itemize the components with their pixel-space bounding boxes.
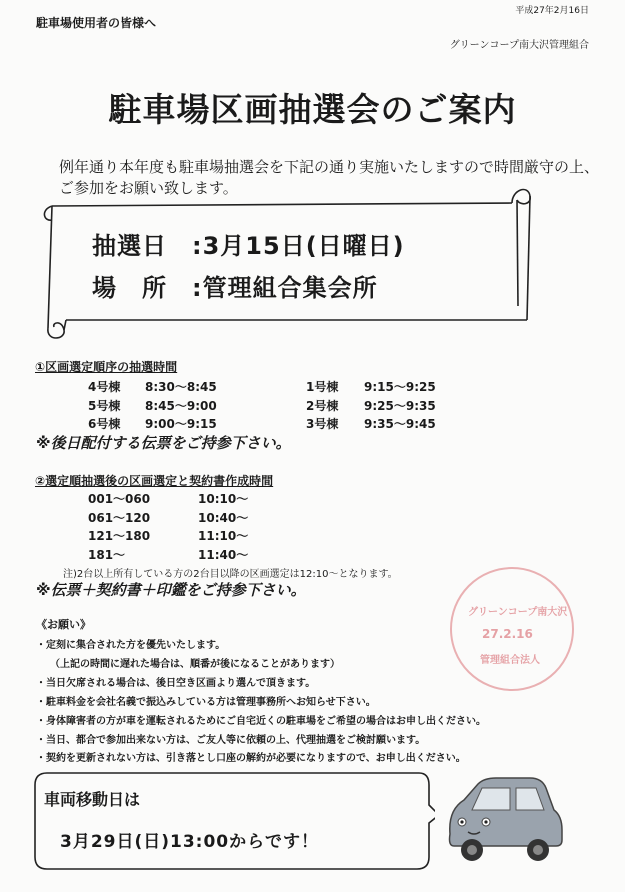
notices-heading: 《お願い》: [36, 618, 91, 631]
schedule-building: 1号棟: [306, 380, 339, 394]
schedule-building: 5号棟: [88, 399, 121, 413]
lottery-date-line: [92, 226, 405, 261]
vehicle-move-label: 車両移動日は: [44, 790, 141, 809]
notice-item: （上記の時間に遅れた場合は、順番が後になることがあります）: [50, 659, 340, 670]
selection-range: 061～120: [88, 511, 151, 525]
schedule-building: 6号棟: [88, 417, 121, 431]
issue-date: 平成27年2月16日: [515, 6, 589, 16]
selection-time: 10:10～: [198, 492, 249, 506]
lottery-date-value: :3月15日(日曜日): [192, 232, 405, 260]
section2-small-note: 注)2台以上所有している方の2台目以降の区画選定は12:10～となります。: [63, 569, 398, 580]
speech-bubble: [33, 771, 435, 871]
schedule-time: 8:30～8:45: [145, 380, 217, 394]
selection-time: 11:10～: [198, 529, 249, 543]
selection-time: 11:40～: [198, 548, 249, 562]
notice-item: ・当日、都合で参加出来ない方は、ご友人等に依頼の上、代理抽選をご検討願います。: [36, 735, 426, 746]
organization-name: グリーンコープ南大沢管理組合: [449, 40, 589, 51]
schedule-time: 8:45～9:00: [145, 399, 217, 413]
notice-item: ・身体障害者の方が車を運転されるためにご自宅近くの駐車場をご希望の場合はお申し出ください。: [36, 716, 486, 727]
stamp-date-text: 27.2.16: [482, 627, 533, 641]
intro-text: 例年通り本年度も駐車場抽選会を下記の通り実施いたしますので時間厳守の上、ご参加をお願い致します。: [59, 158, 600, 197]
schedule-time: 9:15～9:25: [364, 380, 436, 394]
selection-time: 10:40～: [198, 511, 249, 525]
section1-note: ※後日配付する伝票をご持参下さい。: [36, 434, 291, 452]
selection-range: 121～180: [88, 529, 151, 543]
section2-note: ※伝票＋契約書＋印鑑をご持参下さい。: [36, 581, 306, 599]
seal-stamp: [450, 567, 574, 691]
page-title: 駐車場区画抽選会のご案内: [108, 90, 517, 129]
notice-item: ・駐車料金を会社名義で振込みしている方は管理事務所へお知らせ下さい。: [36, 697, 376, 708]
venue-line: [92, 268, 378, 303]
notice-item: ・当日欠席される場合は、後日空き区画より選んで頂きます。: [36, 678, 316, 689]
notice-item: ・契約を更新されない方は、引き落とし口座の解約が必要になりますので、お申し出ください。: [36, 753, 466, 764]
stamp-top-text: グリーンコープ南大沢: [468, 607, 568, 618]
vehicle-move-date: 3月29日(日)13:00からです！: [60, 832, 319, 852]
schedule-building: 2号棟: [306, 399, 339, 413]
schedule-building: 4号棟: [88, 380, 121, 394]
section2-heading: ②選定順抽選後の区画選定と契約書作成時間: [35, 474, 274, 488]
schedule-time: 9:00～9:15: [145, 417, 217, 431]
venue-label: 場 所: [92, 274, 167, 302]
schedule-building: 3号棟: [306, 417, 339, 431]
car-icon: [438, 770, 568, 870]
addressee: 駐車場使用者の皆様へ: [36, 16, 157, 30]
schedule-time: 9:25～9:35: [364, 399, 436, 413]
stamp-bottom-text: 管理組合法人: [480, 655, 540, 666]
notice-item: ・定刻に集合された方を優先いたします。: [36, 640, 226, 651]
selection-range: 181～: [88, 548, 126, 562]
lottery-date-label: 抽選日: [92, 232, 167, 260]
selection-range: 001～060: [88, 492, 151, 506]
section1-heading: ①区画選定順序の抽選時間: [35, 360, 178, 374]
venue-value: :管理組合集会所: [192, 274, 378, 302]
schedule-time: 9:35～9:45: [364, 417, 436, 431]
